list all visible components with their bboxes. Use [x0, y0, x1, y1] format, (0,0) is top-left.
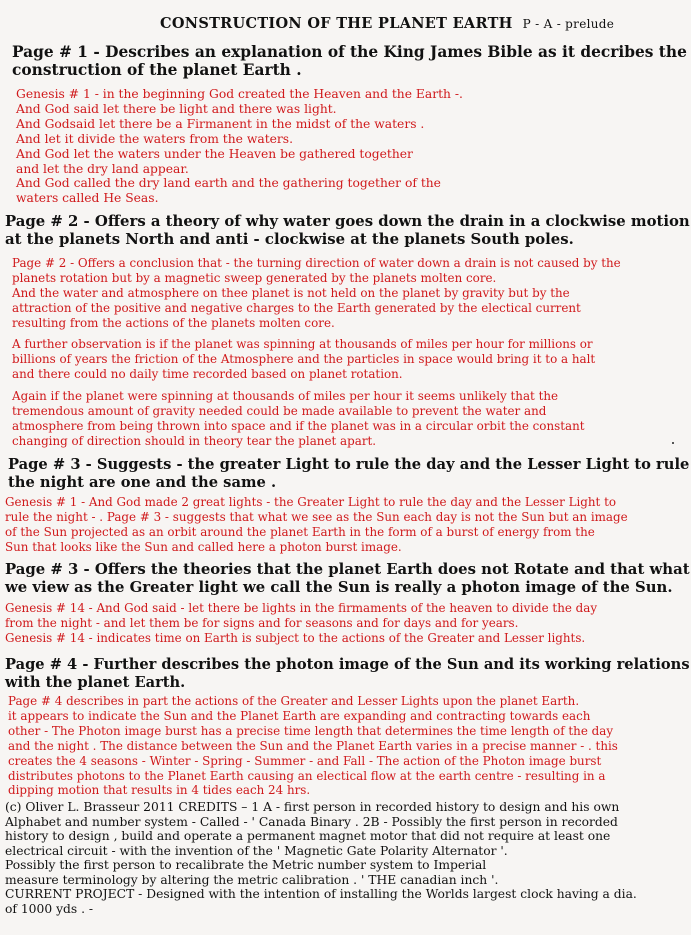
- credits-line: measure terminology by altering the metric calibration . ' THE canadian inch '.: [5, 872, 499, 887]
- section1-body: [16, 87, 463, 206]
- heading-line: Page # 3 - Suggests - the greater Light to rule the day and the Lesser Light to rule: [8, 456, 690, 473]
- body-line: And God let the waters under the Heaven be gathered together: [16, 146, 413, 161]
- section2-para3: [12, 389, 585, 449]
- body-line: And the water and atmosphere on thee planet is not held on the planet by gravity but by the: [12, 285, 570, 300]
- credits-line: CURRENT PROJECT - Designed with the intention of installing the Worlds largest clock having a dia.: [5, 887, 637, 901]
- body-line: waters called He Seas.: [16, 191, 159, 206]
- heading-line: at the planets North and anti - clockwise at the planets South poles.: [5, 230, 574, 248]
- section3a-heading: [8, 456, 689, 492]
- body-line: dipping motion that results in 4 tides each 24 hrs.: [8, 783, 311, 798]
- body-line: And Godsaid let there be a Firmanent in the midst of the waters .: [16, 116, 425, 131]
- body-line: planets rotation but by a magnetic sweep generated by the planets molten core.: [12, 270, 497, 285]
- body-line: Genesis # 14 - And God said - let there be lights in the firmaments of the heaven to divide the day: [5, 601, 598, 615]
- body-line: and let the dry land appear.: [16, 161, 189, 176]
- credits-block: [5, 800, 637, 916]
- section2-heading: [5, 212, 690, 248]
- section3a-body: [5, 495, 628, 555]
- body-line: tremendous amount of gravity needed could be made available to prevent the water and: [12, 403, 547, 418]
- body-line: and there could no daily time recorded based on planet rotation.: [12, 366, 403, 381]
- body-line: A further observation is if the planet was spinning at thousands of miles per hour for millions or: [12, 337, 593, 351]
- body-line: Genesis # 1 - in the beginning God created the Heaven and the Earth -.: [16, 87, 463, 101]
- stray-dot: [672, 442, 674, 444]
- body-line: Genesis # 1 - And God made 2 great lights - the Greater Light to rule the day and the Lesser Light to: [5, 495, 617, 509]
- body-line: Again if the planet were spinning at thousands of miles per hour it seems unlikely that the: [12, 389, 559, 403]
- section1-heading: [12, 43, 687, 79]
- credits-line: (c) Oliver L. Brasseur 2011 CREDITS – 1 A - first person in recorded history to design and his own: [5, 800, 620, 814]
- body-line: billions of years the friction of the Atmosphere and the particles in space would bring it to a halt: [12, 351, 596, 366]
- body-line: and the night . The distance between the Sun and the Planet Earth varies in a precise manner - . this: [8, 738, 618, 753]
- body-line: Page # 2 - Offers a conclusion that - the turning direction of water down a drain is not caused by the: [12, 256, 621, 270]
- body-line: creates the 4 seasons - Winter - Spring - Summer - and Fall - The action of the Photon image burst: [8, 753, 602, 768]
- body-line: And God called the dry land earth and the gathering together of the: [16, 176, 441, 191]
- heading-line: construction of the planet Earth .: [12, 61, 302, 79]
- body-line: of the Sun projected as an orbit around the planet Earth in the form of a burst of energy from the: [5, 524, 595, 539]
- credits-line: electrical circuit - with the invention of the ' Magnetic Gate Polarity Alternator '.: [5, 843, 508, 858]
- page-title: [160, 15, 614, 32]
- heading-line: the night are one and the same .: [8, 474, 277, 491]
- section2-para2: [12, 337, 595, 382]
- page-title-suffix: P - A - prelude: [522, 17, 615, 31]
- body-line: other - The Photon image burst has a precise time length that determines the time length of the day: [8, 723, 614, 738]
- section2-para1: [12, 256, 621, 331]
- heading-line: Page # 1 - Describes an explanation of the King James Bible as it decribes the: [12, 43, 687, 61]
- body-line: attraction of the positive and negative charges to the Earth generated by the electical current: [12, 300, 581, 315]
- body-line: distributes photons to the Planet Earth causing an electical flow at the earth centre - resulting in a: [8, 768, 606, 783]
- body-line: And God said let there be light and there was light.: [16, 101, 337, 116]
- credits-line: of 1000 yds . -: [5, 901, 94, 916]
- body-line: changing of direction should in theory tear the planet apart.: [12, 433, 377, 448]
- section4-heading: [5, 656, 690, 692]
- credits-line: Alphabet and number system - Called - ' Canada Binary . 2B - Possibly the first person in recorded: [5, 814, 618, 829]
- credits-line: Possibly the first person to recalibrate the Metric number system to Imperial: [5, 858, 487, 872]
- body-line: it appears to indicate the Sun and the Planet Earth are expanding and contracting towards each: [8, 708, 591, 723]
- section3b-body: [5, 601, 597, 646]
- section4-body: [8, 694, 618, 798]
- body-line: Sun that looks like the Sun and called here a photon burst image.: [5, 539, 402, 554]
- heading-line: Page # 4 - Further describes the photon image of the Sun and its working relations: [5, 656, 690, 673]
- page-title-text: CONSTRUCTION OF THE PLANET EARTH: [160, 15, 513, 32]
- heading-line: with the planet Earth.: [5, 674, 186, 691]
- heading-line: we view as the Greater light we call the Sun is really a photon image of the Sun.: [5, 578, 673, 596]
- body-line: from the night - and let them be for signs and for seasons and for days and for years.: [5, 615, 519, 630]
- body-line: And let it divide the waters from the waters.: [16, 131, 294, 146]
- credits-line: history to design , build and operate a permanent magnet motor that did not require at least one: [5, 829, 611, 843]
- heading-line: Page # 3 - Offers the theories that the planet Earth does not Rotate and that what: [5, 560, 690, 578]
- body-line: Page # 4 describes in part the actions of the Greater and Lesser Lights upon the planet Earth.: [8, 694, 580, 708]
- section3b-heading: [5, 560, 690, 596]
- body-line: atmosphere from being thrown into space and if the planet was in a circular orbit the constant: [12, 418, 585, 433]
- body-line: rule the night - . Page # 3 - suggests that what we see as the Sun each day is not the Sun but an image: [5, 509, 628, 524]
- heading-line: Page # 2 - Offers a theory of why water goes down the drain in a clockwise motion: [5, 212, 690, 230]
- body-line: resulting from the actions of the planets molten core.: [12, 315, 335, 330]
- body-line: Genesis # 14 - indicates time on Earth is subject to the actions of the Greater and Lesser lights.: [5, 630, 586, 645]
